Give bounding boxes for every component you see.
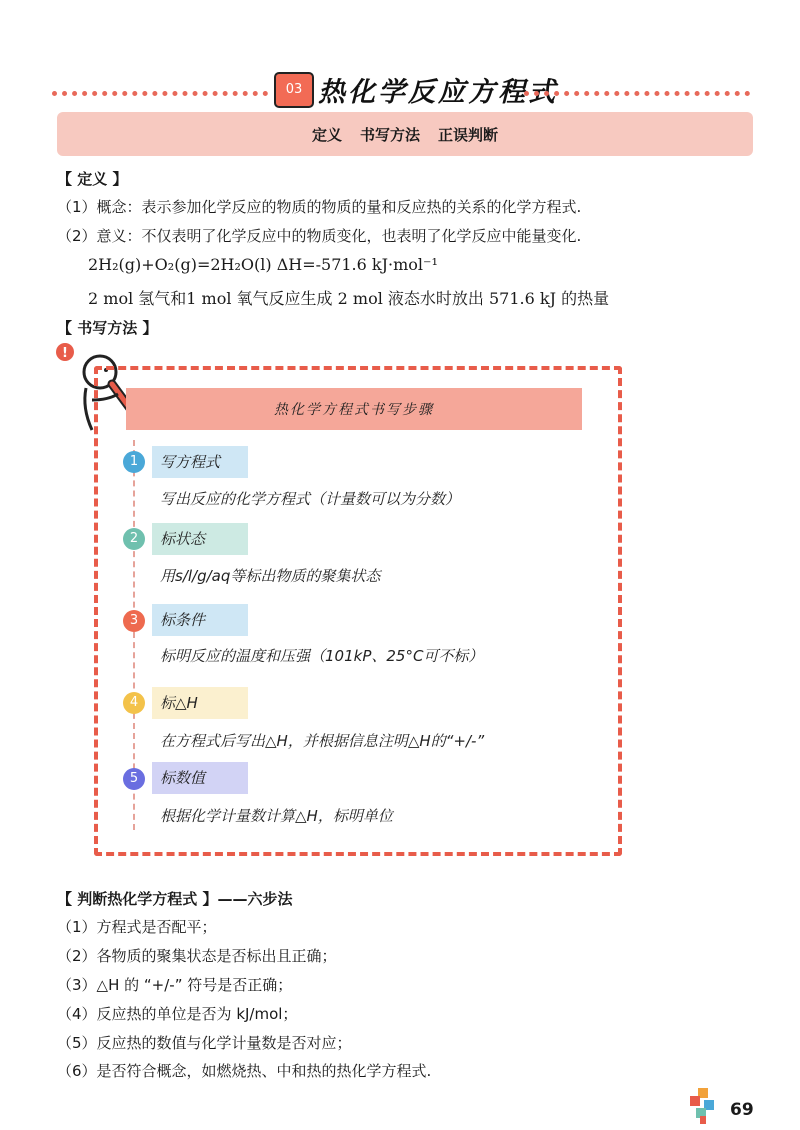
alert-icon: ! [62,346,68,361]
page-title: 热化学反应方程式 [318,77,558,108]
step-2-description: 用s/l/g/aq等标出物质的聚集状态 [160,567,381,585]
step-1-number: 1 [123,451,145,473]
header-dotted-line-left [52,91,268,96]
header-dotted-line-right [524,91,750,96]
judge-heading: 【 判断热化学方程式 】——六步法 [57,890,293,908]
step-3-number: 3 [123,610,145,632]
section-number-badge: 03 [274,72,314,108]
example-formula: 2H₂(g)+O₂(g)=2H₂O(l) ΔH=-571.6 kJ·mol⁻¹ [88,255,438,274]
topic-judge: 正误判断 [438,125,499,144]
topic-bar [57,112,753,156]
step-2-label: 标状态 [152,523,248,555]
steps-box-title: 热化学方程式书写步骤 [126,388,582,430]
step-4-number: 4 [123,692,145,714]
step-5-number: 5 [123,768,145,790]
step-5-label: 标数值 [152,762,248,794]
step-1-description: 写出反应的化学方程式（计量数可以为分数） [160,490,461,508]
publisher-logo-icon [690,1088,718,1124]
step-3-description: 标明反应的温度和压强（101kP、25°C可不标） [160,647,484,665]
writing-heading: 【 书写方法 】 [57,319,158,337]
example-text: 2 mol 氢气和1 mol 氧气反应生成 2 mol 液态水时放出 571.6 kJ 的热量 [88,289,610,308]
judge-item-5: （5）反应热的数值与化学计量数是否对应； [57,1034,352,1052]
topic-writing: 书写方法 [359,125,420,144]
step-4-description: 在方程式后写出△H，并根据信息注明△H的“+/-” [160,732,485,750]
definition-heading: 【 定义 】 [57,170,128,188]
judge-item-3: （3）△H 的 “+/-” 符号是否正确； [57,976,293,994]
step-2-number: 2 [123,528,145,550]
topic-definition: 定义 [311,125,342,144]
judge-item-6: （6）是否符合概念，如燃烧热、中和热的热化学方程式. [57,1062,432,1080]
judge-item-2: （2）各物质的聚集状态是否标出且正确； [57,947,337,965]
step-1-label: 写方程式 [152,446,248,478]
judge-item-4: （4）反应热的单位是否为 kJ/mol； [57,1005,298,1023]
step-4-label: 标△H [152,687,248,719]
step-5-description: 根据化学计量数计算△H，标明单位 [160,807,393,825]
judge-item-1: （1）方程式是否配平； [57,918,217,936]
page-number: 69 [730,1100,754,1120]
step-3-label: 标条件 [152,604,248,636]
definition-item-1: （1）概念：表示参加化学反应的物质的物质的量和反应热的关系的化学方程式. [57,198,582,216]
definition-item-2: （2）意义：不仅表明了化学反应中的物质变化，也表明了化学反应中能量变化. [57,227,582,245]
